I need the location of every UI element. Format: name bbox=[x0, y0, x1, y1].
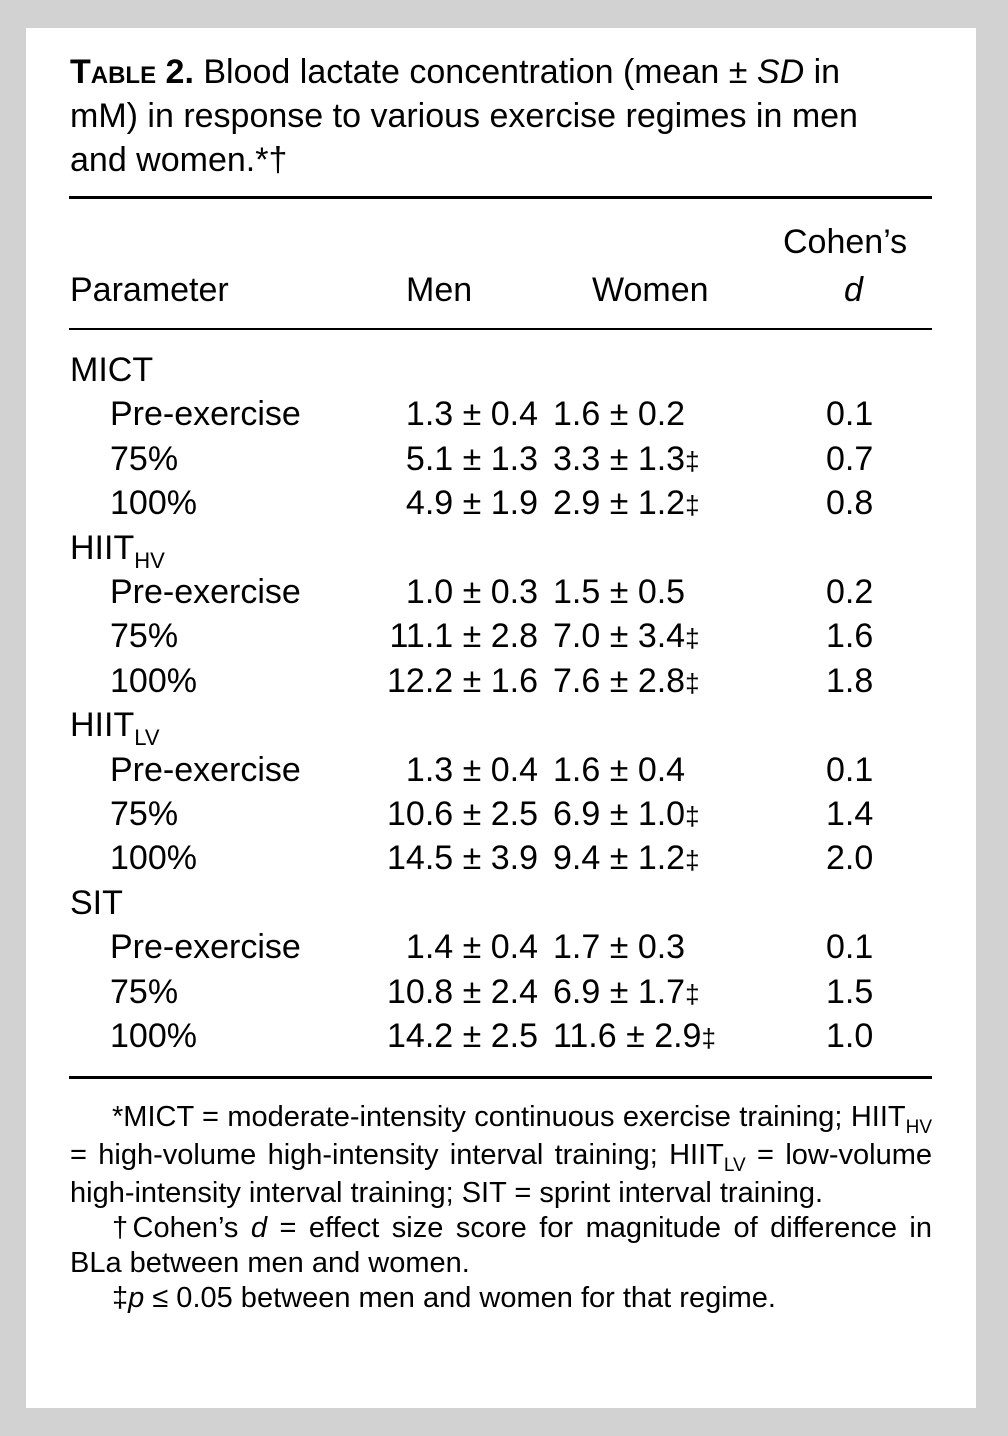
men-cell: 1.3 ± 0.4 bbox=[405, 395, 538, 434]
table-row bbox=[26, 970, 976, 1014]
men-cell: 11.1 ± 2.8 bbox=[389, 617, 538, 656]
cohen-d-cell: 0.1 bbox=[826, 395, 874, 434]
significance-mark: ‡ bbox=[685, 623, 700, 654]
men-cell: 12.2 ± 1.6 bbox=[387, 661, 538, 700]
men-cell: 10.6 ± 2.5 bbox=[387, 795, 538, 833]
footnote-significance: ‡p ≤ 0.05 between men and women for that regime. bbox=[112, 1282, 776, 1314]
men-cell: 1.0 ± 0.3 bbox=[405, 573, 538, 611]
women-cell: 1.7 ± 0.3 bbox=[553, 928, 686, 967]
table-row bbox=[26, 481, 976, 525]
table-row bbox=[26, 792, 976, 836]
caption-text-b: in mM) in response to various exercise regimes in men and women.*† bbox=[70, 53, 858, 179]
param-cell: 100% bbox=[110, 661, 197, 700]
cohen-d-cell: 0.1 bbox=[826, 750, 874, 789]
significance-mark: ‡ bbox=[685, 667, 700, 698]
group-label: SIT bbox=[70, 883, 123, 922]
table-row bbox=[26, 836, 976, 880]
footnote-cohens-d: †Cohen’s d = effect size score for magnitude of difference in BLa between men and women. bbox=[70, 1212, 933, 1279]
param-cell: 100% bbox=[110, 1017, 197, 1055]
cohen-d-cell: 1.6 bbox=[826, 617, 874, 656]
table-row bbox=[26, 437, 976, 481]
param-cell: 100% bbox=[110, 484, 197, 523]
group-row bbox=[26, 703, 976, 751]
param-cell: Pre-exercise bbox=[110, 928, 301, 967]
table-footnotes bbox=[70, 1100, 932, 1316]
header-cohen-line1: Cohen’s bbox=[783, 223, 908, 261]
men-cell: 1.4 ± 0.4 bbox=[405, 928, 538, 967]
caption-text-a: Blood lactate concentration (mean ± bbox=[203, 53, 757, 91]
men-cell: 4.9 ± 1.9 bbox=[405, 484, 538, 523]
significance-mark: ‡ bbox=[685, 978, 700, 1009]
param-cell: 100% bbox=[110, 839, 197, 878]
cohen-d-cell: 1.8 bbox=[826, 661, 874, 700]
women-cell: 1.6 ± 0.2 bbox=[553, 395, 686, 434]
women-cell: 6.9 ± 1.7‡ bbox=[553, 972, 700, 1011]
table-row bbox=[26, 748, 976, 792]
group-row bbox=[26, 881, 976, 925]
men-cell: 10.8 ± 2.4 bbox=[387, 972, 538, 1011]
bottom-rule bbox=[69, 1076, 932, 1079]
footnote-abbreviations: *MICT = moderate-intensity continuous exercise training; $HIIT_{HV}$ = high-volume high-intensity interval training; $HIIT_{LV}$ = low-volume high-intensity interval training; SIT = sprint interval training. bbox=[70, 1101, 932, 1209]
param-cell: 75% bbox=[110, 617, 179, 656]
cohen-d-cell: 0.2 bbox=[826, 573, 874, 611]
group-label: MICT bbox=[70, 351, 154, 389]
table-caption bbox=[70, 50, 910, 182]
group-row bbox=[26, 526, 976, 573]
cohen-d-cell: 1.0 bbox=[826, 1017, 874, 1055]
cohen-d-cell: 0.8 bbox=[826, 484, 874, 523]
header-women: Women bbox=[592, 271, 709, 309]
header-rule bbox=[69, 328, 932, 330]
header-cohen-d: d bbox=[844, 271, 863, 309]
men-cell: 14.2 ± 2.5 bbox=[387, 1017, 538, 1055]
significance-mark: ‡ bbox=[701, 1023, 716, 1053]
top-rule bbox=[69, 196, 932, 199]
table-row bbox=[26, 614, 976, 658]
significance-mark: ‡ bbox=[685, 445, 700, 476]
param-cell: 75% bbox=[110, 795, 179, 833]
women-cell: 6.9 ± 1.0‡ bbox=[553, 795, 700, 833]
group-label: $HIIT_{HV}$ bbox=[70, 528, 165, 573]
men-cell: 1.3 ± 0.4 bbox=[405, 750, 538, 789]
group-row bbox=[26, 348, 976, 392]
caption-sd: SD bbox=[756, 53, 805, 91]
table-label: Table 2. bbox=[70, 53, 194, 91]
cohen-d-cell: 2.0 bbox=[826, 839, 874, 878]
significance-mark: ‡ bbox=[685, 845, 700, 876]
table-row bbox=[26, 659, 976, 703]
table-panel bbox=[26, 28, 976, 1408]
significance-mark: ‡ bbox=[685, 490, 700, 521]
men-cell: 14.5 ± 3.9 bbox=[387, 839, 538, 878]
significance-mark: ‡ bbox=[685, 801, 700, 831]
param-cell: Pre-exercise bbox=[110, 395, 301, 434]
women-cell: 9.4 ± 1.2‡ bbox=[553, 839, 700, 878]
param-cell: 75% bbox=[110, 439, 179, 478]
param-cell: Pre-exercise bbox=[110, 750, 301, 789]
table-row bbox=[26, 1014, 976, 1058]
header-parameter: Parameter bbox=[70, 271, 229, 309]
women-cell: 11.6 ± 2.9‡ bbox=[553, 1017, 716, 1055]
header-men: Men bbox=[406, 271, 473, 309]
cohen-d-cell: 1.5 bbox=[826, 972, 874, 1011]
param-cell: 75% bbox=[110, 972, 179, 1011]
women-cell: 1.5 ± 0.5 bbox=[553, 573, 686, 611]
cohen-d-cell: 0.7 bbox=[826, 439, 874, 478]
women-cell: 1.6 ± 0.4 bbox=[553, 750, 686, 789]
women-cell: 3.3 ± 1.3‡ bbox=[553, 439, 700, 478]
table-row bbox=[26, 925, 976, 969]
women-cell: 2.9 ± 1.2‡ bbox=[553, 484, 700, 523]
table-row bbox=[26, 570, 976, 614]
women-cell: 7.0 ± 3.4‡ bbox=[553, 617, 700, 656]
group-label: $HIIT_{LV}$ bbox=[70, 706, 160, 751]
table-row bbox=[26, 392, 976, 436]
cohen-d-cell: 1.4 bbox=[826, 795, 874, 833]
women-cell: 7.6 ± 2.8‡ bbox=[553, 661, 700, 700]
param-cell: Pre-exercise bbox=[110, 573, 301, 611]
cohen-d-cell: 0.1 bbox=[826, 928, 874, 967]
men-cell: 5.1 ± 1.3 bbox=[405, 439, 538, 478]
